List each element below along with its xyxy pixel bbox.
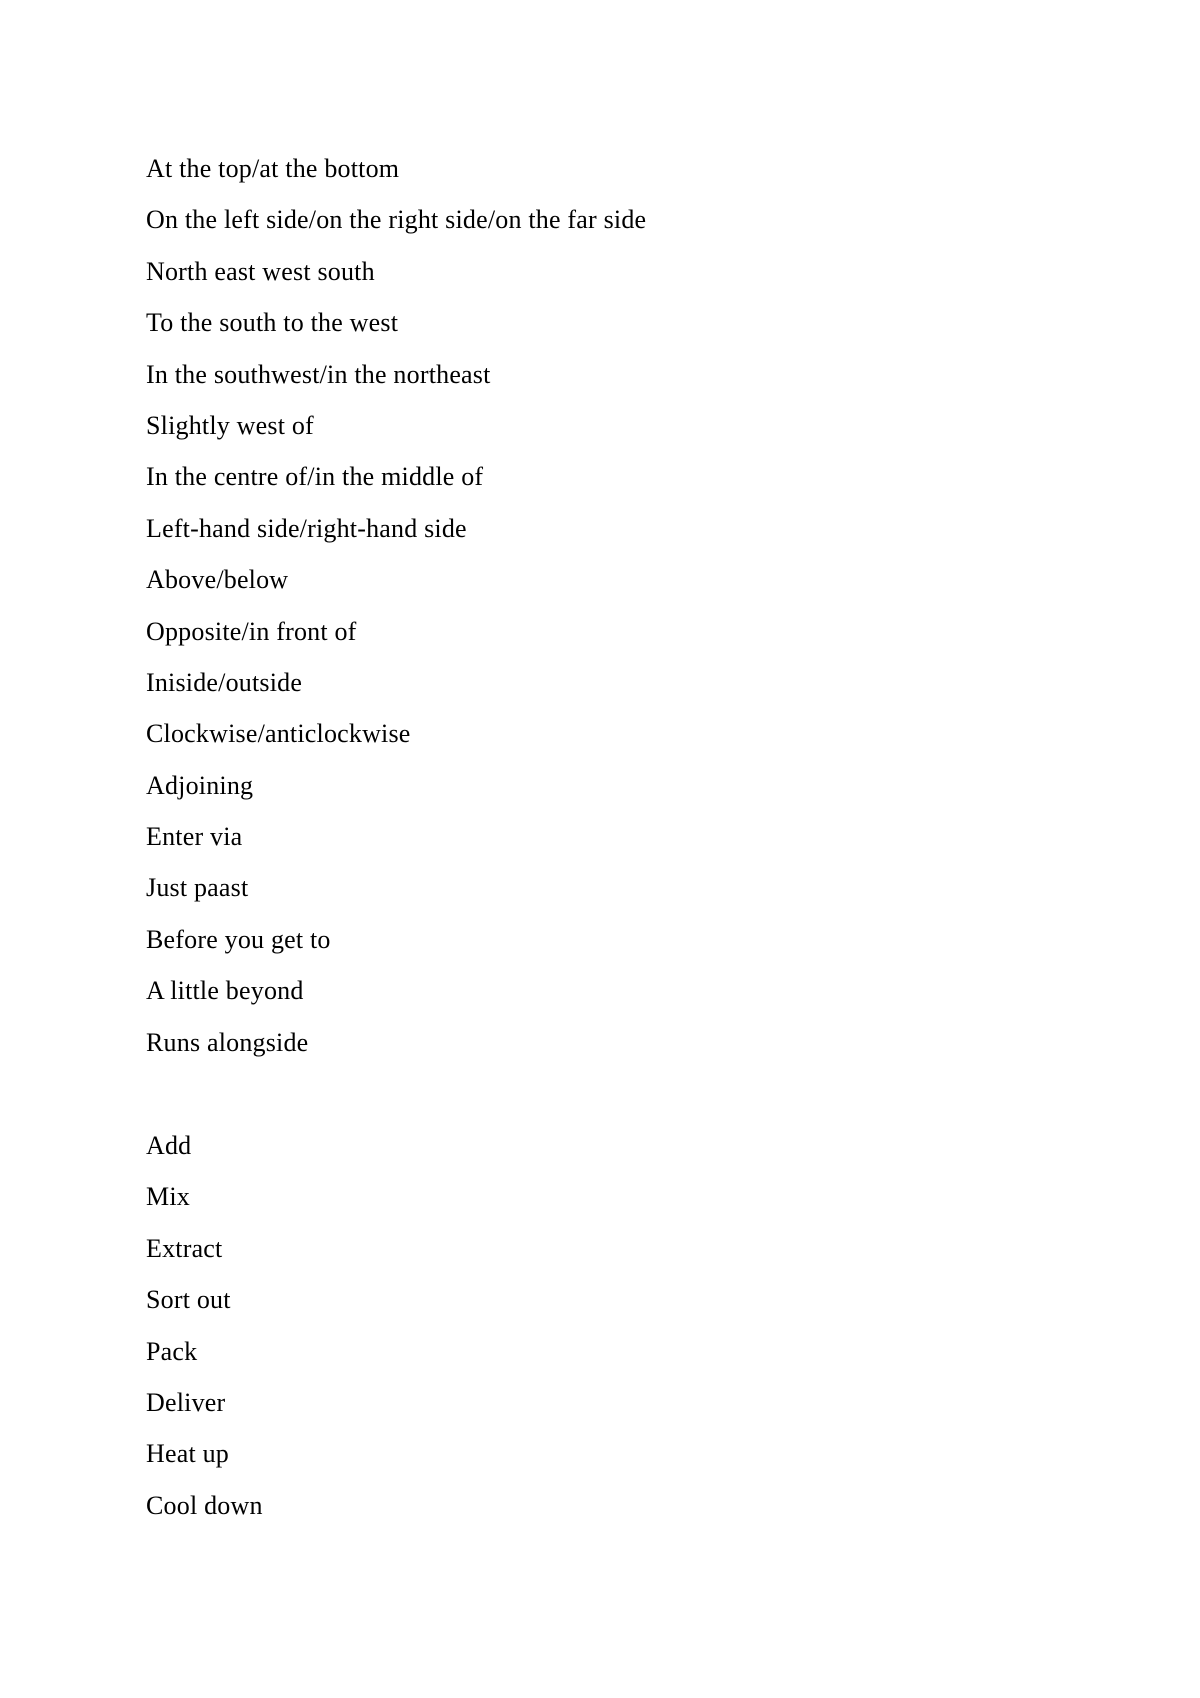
list-item: Adjoining — [146, 770, 254, 800]
list-item: In the centre of/in the middle of — [146, 462, 484, 492]
list-item: Opposite/in front of — [146, 616, 357, 646]
list-item: Heat up — [146, 1439, 229, 1469]
list-item: Clockwise/anticlockwise — [146, 719, 411, 749]
list-item: Before you get to — [146, 924, 331, 954]
list-item: Runs alongside — [146, 1027, 309, 1057]
list-item: At the top/at the bottom — [146, 154, 400, 183]
list-item: Cool down — [146, 1490, 263, 1520]
list-item: To the south to the west — [146, 308, 399, 338]
location-phrases-list — [146, 143, 646, 1068]
list-item: Mix — [146, 1182, 190, 1212]
list-item: Deliver — [146, 1387, 226, 1417]
list-item: On the left side/on the right side/on the far side — [146, 205, 647, 235]
list-item: Enter via — [146, 822, 243, 852]
list-item: Left-hand side/right-hand side — [146, 513, 467, 543]
list-item: In the southwest/in the northeast — [146, 359, 491, 389]
list-item: Above/below — [146, 565, 289, 595]
list-item: Pack — [146, 1336, 198, 1366]
list-item: Extract — [146, 1233, 223, 1263]
list-item: North east west south — [146, 256, 375, 286]
list-item: Just paast — [146, 873, 249, 903]
list-item: A little beyond — [146, 976, 304, 1006]
process-verbs-list — [146, 1120, 263, 1531]
list-item: Add — [146, 1131, 192, 1160]
list-item: Slightly west of — [146, 410, 314, 440]
list-item: Sort out — [146, 1285, 231, 1315]
list-item: Iniside/outside — [146, 667, 303, 697]
